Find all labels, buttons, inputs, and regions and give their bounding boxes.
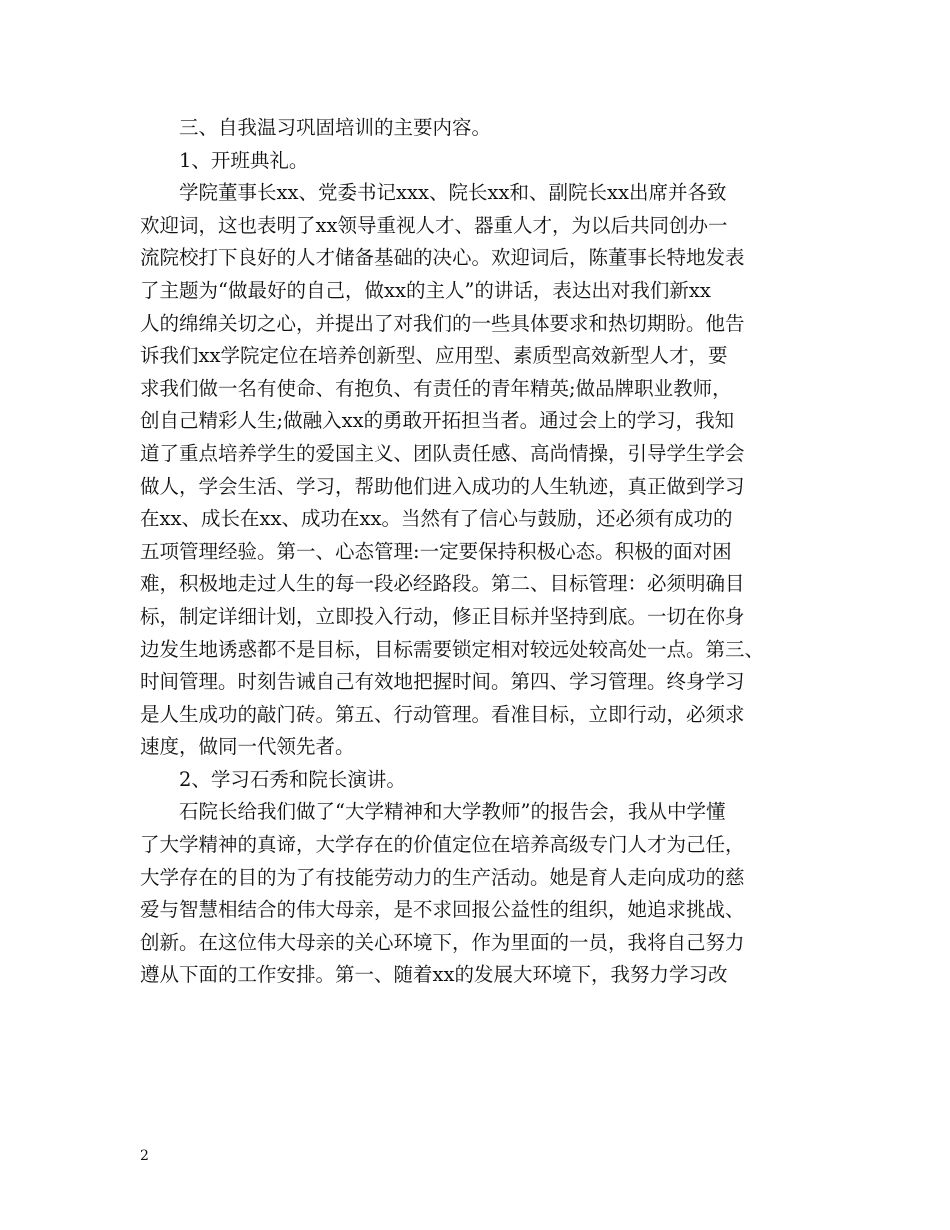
text-line: 1、开班典礼。 (179, 148, 309, 172)
text-line: 欢迎词，这也表明了xx领导重视人才、器重人才，为以后共同创办一 (140, 213, 728, 237)
text-line: 遵从下面的工作安排。第一、随着xx的发展大环境下，我努力学习改 (140, 963, 728, 987)
text-line: 在xx、成长在xx、成功在xx。当然有了信心与鼓励，还必须有成功的 (140, 507, 733, 531)
text-line: 难，积极地走过人生的每一段必经路段。第二、目标管理：必须明确目 (140, 572, 745, 596)
text-line: 三、自我温习巩固培训的主要内容。 (179, 116, 492, 139)
text-line: 诉我们xx学院定位在培养创新型、应用型、素质型高效新型人才，要 (140, 344, 728, 368)
text-line: 边发生地诱惑都不是目标，目标需要锁定相对较远处较高处一点。第三、 (140, 637, 765, 661)
text-line: 了大学精神的真谛，大学存在的价值定位在培养高级专门人才为己任， (140, 833, 745, 857)
text-line: 人的绵绵关切之心，并提出了对我们的一些具体要求和热切期盼。他告 (140, 311, 745, 335)
text-line: 创自己精彩人生;做融入xx的勇敢开拓担当者。通过会上的学习，我知 (140, 409, 735, 433)
text-line: 是人生成功的敲门砖。第五、行动管理。看准目标，立即行动，必须求 (140, 702, 745, 726)
text-line: 做人，学会生活、学习，帮助他们进入成功的人生轨迹，真正做到学习 (140, 474, 745, 498)
text-line: 石院长给我们做了“大学精神和大学教师”的报告会，我从中学懂 (179, 800, 726, 824)
text-line: 标，制定详细计划，立即投入行动，修正目标并坚持到底。一切在你身 (140, 604, 745, 628)
text-line: 求我们做一名有使命、有抱负、有责任的青年精英;做品牌职业教师， (140, 376, 732, 400)
page-number: 2 (140, 1148, 149, 1164)
text-line: 2、学习石秀和院长演讲。 (179, 767, 406, 791)
text-line: 流院校打下良好的人才储备基础的决心。欢迎词后，陈董事长特地发表 (140, 246, 745, 270)
text-line: 道了重点培养学生的爱国主义、团队责任感、高尚情操，引导学生学会 (140, 441, 745, 465)
text-line: 学院董事长xx、党委书记xxx、院长xx和、副院长xx出席并各致 (179, 181, 727, 205)
text-line: 创新。在这位伟大母亲的关心环境下，作为里面的一员，我将自己努力 (140, 930, 745, 954)
text-line: 速度，做同一代领先者。 (140, 735, 355, 759)
text-line: 时间管理。时刻告诫自己有效地把握时间。第四、学习管理。终身学习 (140, 670, 745, 694)
text-line: 了主题为“做最好的自己，做xx的主人”的讲话，表达出对我们新xx (140, 278, 711, 302)
body-text (140, 112, 830, 992)
text-line: 五项管理经验。第一、心态管理:一定要保持积极心态。积极的面对困 (140, 539, 732, 563)
text-line: 爱与智慧相结合的伟大母亲，是不求回报公益性的组织，她追求挑战、 (140, 898, 745, 922)
text-line: 大学存在的目的为了有技能劳动力的生产活动。她是育人走向成功的慈 (140, 865, 745, 889)
